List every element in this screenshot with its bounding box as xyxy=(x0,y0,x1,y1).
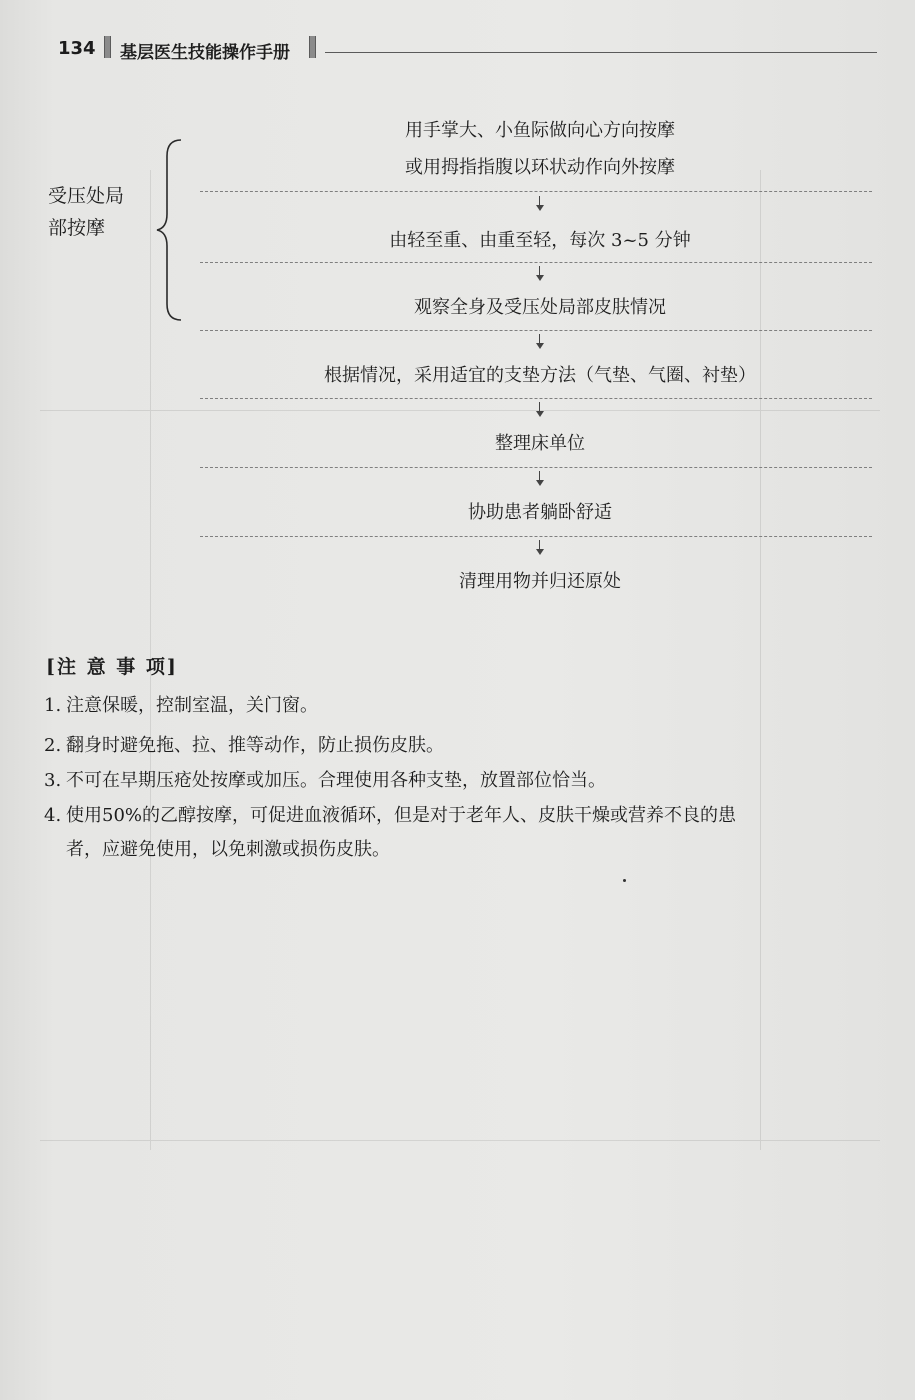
flow-step-2: 由轻至重、由重至轻，每次 3~5 分钟 xyxy=(389,230,691,251)
down-arrow-icon xyxy=(535,266,545,282)
print-speck xyxy=(623,879,626,882)
down-arrow-icon xyxy=(535,334,545,350)
flow-step-1: 用手掌大、小鱼际做向心方向按摩 xyxy=(405,120,675,141)
notes-heading: [注 意 事 项] xyxy=(46,656,178,678)
dashed-separator xyxy=(200,467,872,468)
flow-step-1b: 或用拇指指腹以环状动作向外按摩 xyxy=(405,157,675,178)
down-arrow-icon xyxy=(535,402,545,418)
massage-group-label-line1: 受压处局 xyxy=(48,185,125,207)
curly-brace xyxy=(155,138,185,322)
down-arrow-icon xyxy=(535,196,545,212)
page-number: 134 xyxy=(58,38,96,59)
massage-group-label xyxy=(48,180,124,244)
note-item xyxy=(44,764,879,798)
dashed-separator xyxy=(200,262,872,263)
note-number: 2. xyxy=(44,735,62,756)
flow-step-5: 整理床单位 xyxy=(495,433,585,454)
note-item xyxy=(44,729,879,763)
massage-group-label-line2: 部按摩 xyxy=(48,217,106,239)
header-rule xyxy=(325,52,877,53)
note-text: 注意保暖，控制室温，关门窗。 xyxy=(66,695,318,716)
dashed-separator xyxy=(200,536,872,537)
book-title: 基层医生技能操作手册 xyxy=(120,43,290,63)
note-item xyxy=(44,799,879,867)
flow-step-6: 协助患者躺卧舒适 xyxy=(468,502,612,523)
note-number: 1. xyxy=(44,695,62,716)
header-divider-bar xyxy=(309,36,316,58)
down-arrow-icon xyxy=(535,471,545,487)
note-text-continued: 者，应避免使用，以免刺激或损伤皮肤。 xyxy=(66,839,390,860)
dashed-separator xyxy=(200,191,872,192)
down-arrow-icon xyxy=(535,540,545,556)
flow-step-3: 观察全身及受压处局部皮肤情况 xyxy=(414,297,666,318)
dashed-separator xyxy=(200,398,872,399)
note-number: 4. xyxy=(44,805,62,826)
note-text: 不可在早期压疮处按摩或加压。合理使用各种支垫，放置部位恰当。 xyxy=(66,770,606,791)
flow-step-7: 清理用物并归还原处 xyxy=(459,571,621,592)
header-divider-bar xyxy=(104,36,111,58)
flow-step-4: 根据情况，采用适宜的支垫方法（气垫、气圈、衬垫） xyxy=(324,365,756,386)
note-text: 翻身时避免拖、拉、推等动作，防止损伤皮肤。 xyxy=(66,735,444,756)
note-text: 使用50%的乙醇按摩，可促进血液循环，但是对于老年人、皮肤干燥或营养不良的患 xyxy=(66,805,737,826)
note-number: 3. xyxy=(44,770,62,791)
dashed-separator xyxy=(200,330,872,331)
note-item xyxy=(44,689,879,723)
